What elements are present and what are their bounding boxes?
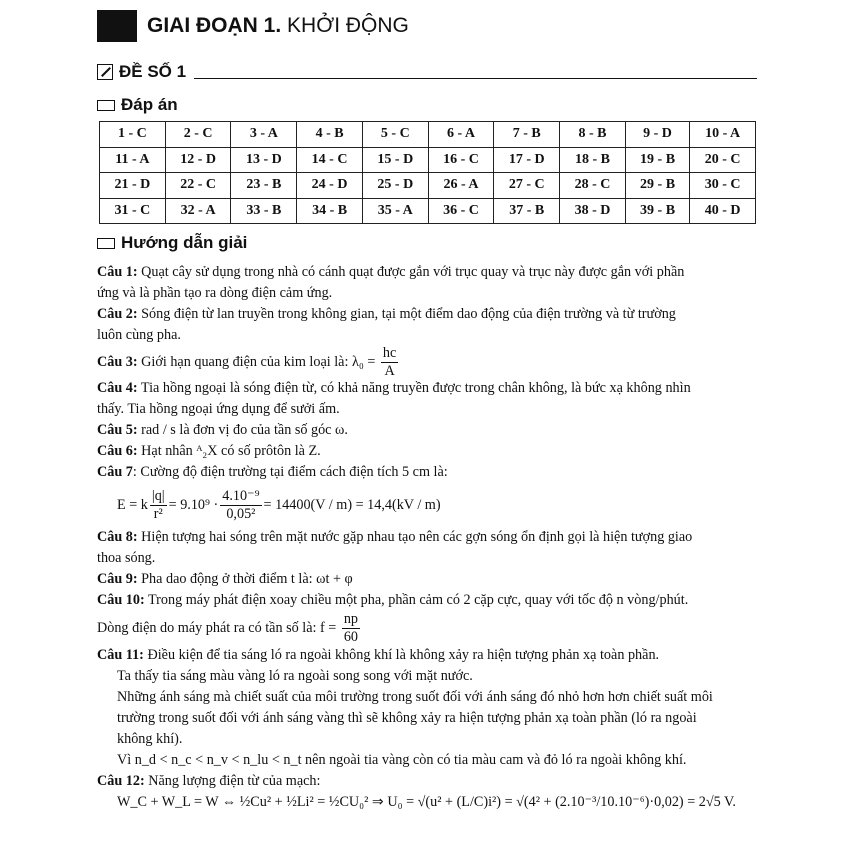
- q12-equation: W_C + W_L = W ⇔ ½Cu² + ½Li² = ½CU₀² ⇒ U₀ = √(u² + (L/C)i²) = √(4² + (2.10⁻³/10.10⁻⁶)·0,02) = 2√5 V.: [117, 794, 736, 810]
- answer-cell: 7 - B: [494, 122, 560, 148]
- answers-heading: Đáp án: [97, 95, 178, 115]
- fraction: $\frac{|q|}{\text{r²}}$: [151, 487, 165, 522]
- answer-cell: 5 - C: [362, 122, 428, 148]
- q10: Câu 10: Trong máy phát điện xoay chiều một pha, phần cảm có 2 cặp cực, quay với tốc độ n vòng/phút.: [97, 592, 689, 608]
- answer-table: [99, 121, 756, 224]
- exam-heading: [97, 62, 757, 82]
- answer-cell: 6 - A: [428, 122, 494, 148]
- answer-cell: 27 - C: [494, 173, 560, 199]
- answer-cell: 3 - A: [231, 122, 297, 148]
- answer-cell: 20 - C: [690, 147, 756, 173]
- answer-cell: 28 - C: [560, 173, 626, 199]
- pencil-icon: [97, 64, 113, 80]
- guide-heading: Hướng dẫn giải: [97, 233, 247, 253]
- q7-equation: E = k $\frac{|q|}{\text{r²}}$ = 9.10⁹ · $\frac{\text{4.10⁻⁹}}{\text{0,05²}}$ = 14400(V / m) = 14,4(kV / m): [117, 487, 441, 522]
- q4: Câu 4: Tia hồng ngoại là sóng điện từ, có khả năng truyền được trong chân không, là bức xạ không nhìn: [97, 380, 691, 396]
- answer-cell: 26 - A: [428, 173, 494, 199]
- q2: Câu 2: Sóng điện từ lan truyền trong không gian, tại một điểm dao động của điện trường và từ trường: [97, 306, 676, 322]
- answer-cell: 17 - D: [494, 147, 560, 173]
- answer-cell: 35 - A: [362, 198, 428, 224]
- answer-cell: 18 - B: [560, 147, 626, 173]
- table-row: [100, 147, 756, 173]
- answer-cell: 37 - B: [494, 198, 560, 224]
- answer-cell: 29 - B: [625, 173, 689, 199]
- answer-cell: 19 - B: [625, 147, 689, 173]
- answer-cell: 13 - D: [231, 147, 297, 173]
- answer-cell: 34 - B: [297, 198, 363, 224]
- answer-cell: 14 - C: [297, 147, 363, 173]
- answer-cell: 8 - B: [560, 122, 626, 148]
- answer-cell: 30 - C: [690, 173, 756, 199]
- box-icon: [97, 238, 115, 249]
- answer-cell: 4 - B: [297, 122, 363, 148]
- answer-cell: 24 - D: [297, 173, 363, 199]
- answer-cell: 40 - D: [690, 198, 756, 224]
- q11: Câu 11: Điều kiện để tia sáng ló ra ngoài không khí là không xảy ra hiện tượng phản xạ toàn phần.: [97, 647, 660, 663]
- answer-cell: 9 - D: [625, 122, 689, 148]
- table-row: [100, 198, 756, 224]
- answer-cell: 36 - C: [428, 198, 494, 224]
- answer-cell: 11 - A: [100, 147, 166, 173]
- answer-cell: 38 - D: [560, 198, 626, 224]
- answer-cell: 32 - A: [165, 198, 231, 224]
- q3: Câu 3: Giới hạn quang điện của kim loại là: λ₀ = $\frac{hc}{A}$: [97, 344, 397, 379]
- answer-cell: 31 - C: [100, 198, 166, 224]
- q1: Câu 1: Quạt cây sử dụng trong nhà có cánh quạt được gắn với trục quay và trục này được gắn với phần: [97, 264, 685, 280]
- answer-cell: 16 - C: [428, 147, 494, 173]
- exam-label: ĐỀ SỐ 1: [119, 62, 187, 81]
- heading-rule: [194, 78, 757, 79]
- answer-cell: 1 - C: [100, 122, 166, 148]
- q12: Câu 12: Năng lượng điện từ của mạch:: [97, 773, 321, 789]
- q7: Câu 7: Cường độ điện trường tại điểm cách điện tích 5 cm là:: [97, 464, 448, 480]
- answer-cell: 33 - B: [231, 198, 297, 224]
- chapter-title: GIAI ĐOẠN 1. KHỞI ĐỘNG: [147, 14, 409, 37]
- fraction: $\frac{\text{4.10⁻⁹}}{\text{0,05²}}$: [222, 487, 260, 522]
- answer-cell: 23 - B: [231, 173, 297, 199]
- header-black-block: [97, 10, 137, 42]
- box-icon: [97, 100, 115, 111]
- fraction: $\frac{hc}{A}$: [382, 344, 397, 379]
- answer-cell: 25 - D: [362, 173, 428, 199]
- q5: Câu 5: rad / s là đơn vị đo của tần số góc ω.: [97, 422, 348, 438]
- answer-cell: 21 - D: [100, 173, 166, 199]
- answer-cell: 10 - A: [690, 122, 756, 148]
- fraction: $\frac{np}{60}$: [343, 610, 359, 645]
- q9: Câu 9: Pha dao động ở thời điểm t là: ωt + φ: [97, 571, 353, 587]
- chapter-header: [97, 10, 409, 42]
- table-row: [100, 122, 756, 148]
- q6: Câu 6: Hạt nhân ᴬ₂X có số prôtôn là Z.: [97, 443, 321, 459]
- table-row: [100, 173, 756, 199]
- solution-body: Câu 1: Quạt cây sử dụng trong nhà có cánh quạt được gắn với trục quay và trục này được gắn với phần ứng và là phần tạo ra dòng điện cảm ứng. Câu 2: Sóng điện từ lan truyền trong không gian, tại một điểm dao động của điện trường và từ trường luôn cùng pha. Câu 3: Giới hạn quang điện của kim loại là: λ₀ = $\frac{hc}{A}$ Câu 4: Tia hồng ngoại là sóng điện từ, có khả năng truyền được trong chân không, là bức xạ không nhìn thấy. Tia hồng ngoại ứng dụng để sưởi ấm. Câu 5: rad / s là đơn vị đo của tần số góc ω. Câu 6: Hạt nhân ᴬ₂X có số prôtôn là Z. Câu 7: Cường độ điện trường tại điểm cách điện tích 5 cm là: E = k $\frac{|q|}{\text{r²}}$ = 9.10⁹ · $\frac{\text{4.10⁻⁹}}{\text{0,05²}}$ = 14400(V / m) = 14,4(kV / m) Câu 8: Hiện tượng hai sóng trên mặt nước gặp nhau tạo nên các gợn sóng ổn định gọi là hiện tượng giao thoa sóng. Câu 9: Pha dao động ở thời điểm t là: ωt + φ Câu 10: Trong máy phát điện xoay chiều một pha, phần cảm có 2 cặp cực, quay với tốc độ n vòng/phút. Dòng điện do máy phát ra có tần số là: f = $\frac{np}{60}$ Câu 11: Điều kiện để tia sáng ló ra ngoài không khí là không xảy ra hiện tượng phản xạ toàn phần. Ta thấy tia sáng màu vàng ló ra ngoài song song với mặt nước. Những ánh sáng mà chiết suất của môi trường trong suốt đối với ánh sáng đó nhỏ hơn hơn chiết suất môi trường trong suốt đối với ánh sáng vàng thì sẽ không xảy ra hiện tượng phản xạ toàn phần (ló ra ngoài không khí). Vì n_d < n_c < n_v < n_lu < n_t nên ngoài tia vàng còn có tia màu cam và đỏ ló ra ngoài không khí. Câu 12: Năng lượng điện từ của mạch: W_C + W_L = W ⇔ ½Cu² + ½Li² = ½CU₀² ⇒ U₀ = √(u² + (L/C)i²) = √(4² + (2.10⁻³/10.10⁻⁶)·0,02) = 2√5 V.: [97, 262, 759, 813]
- answer-cell: 12 - D: [165, 147, 231, 173]
- q8: Câu 8: Hiện tượng hai sóng trên mặt nước gặp nhau tạo nên các gợn sóng ổn định gọi là hiện tượng giao: [97, 529, 693, 545]
- answer-cell: 22 - C: [165, 173, 231, 199]
- answer-cell: 15 - D: [362, 147, 428, 173]
- answer-cell: 39 - B: [625, 198, 689, 224]
- answer-cell: 2 - C: [165, 122, 231, 148]
